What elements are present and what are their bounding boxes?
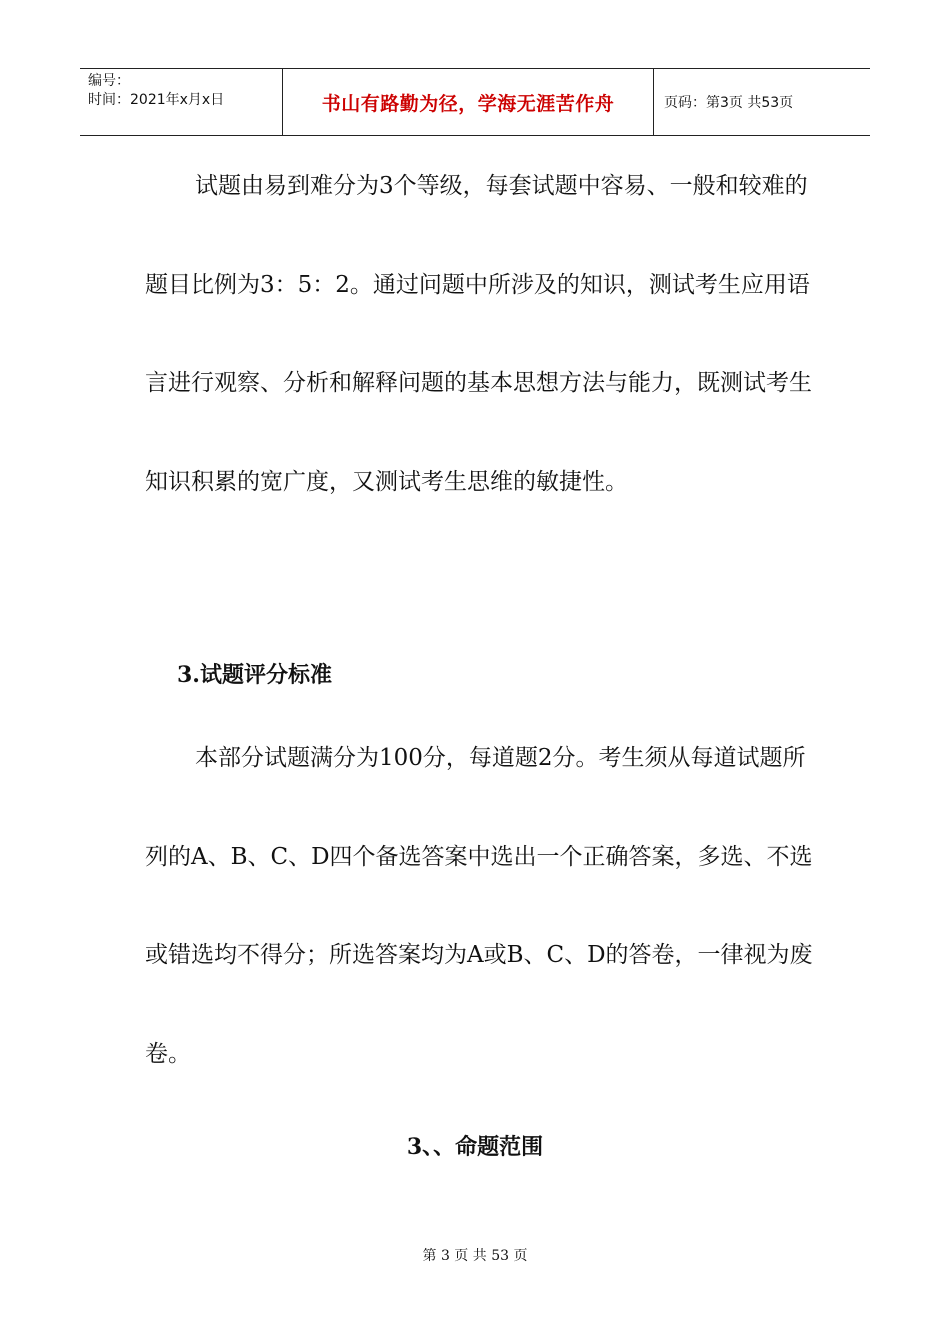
header-meta xyxy=(80,69,282,135)
page-header xyxy=(80,68,870,136)
header-motto-cell xyxy=(282,69,654,135)
paragraph-difficulty: 试题由易到难分为3个等级，每套试题中容易、一般和较难的题目比例为3：5：2。通过问题中所涉及的知识，测试考生应用语言进行观察、分析和解释问题的基本思想方法与能力，既测试考生知识积累的宽广度，又测试考生思维的敏捷性。 xyxy=(145,173,812,495)
page-footer: 第 3 页 共 53 页 xyxy=(422,1248,528,1264)
document-number-label: 编号： xyxy=(88,73,130,89)
section-heading-scoring: 3.试题评分标准 xyxy=(177,662,332,688)
document-date: 时间：2021年x月x日 xyxy=(88,92,225,108)
header-page-info: 页码：第3页 共53页 xyxy=(664,95,794,111)
paragraph-scoring: 本部分试题满分为100分，每道题2分。考生须从每道试题所列的A、B、C、D四个备选答案中选出一个正确答案，多选、不选或错选均不得分；所选答案均为A或B、C、D的答卷，一律视为废卷。 xyxy=(145,745,813,1067)
section-heading-scope: 3、、命题范围 xyxy=(406,1134,544,1160)
header-motto: 书山有路勤为径，学海无涯苦作舟 xyxy=(321,92,615,115)
